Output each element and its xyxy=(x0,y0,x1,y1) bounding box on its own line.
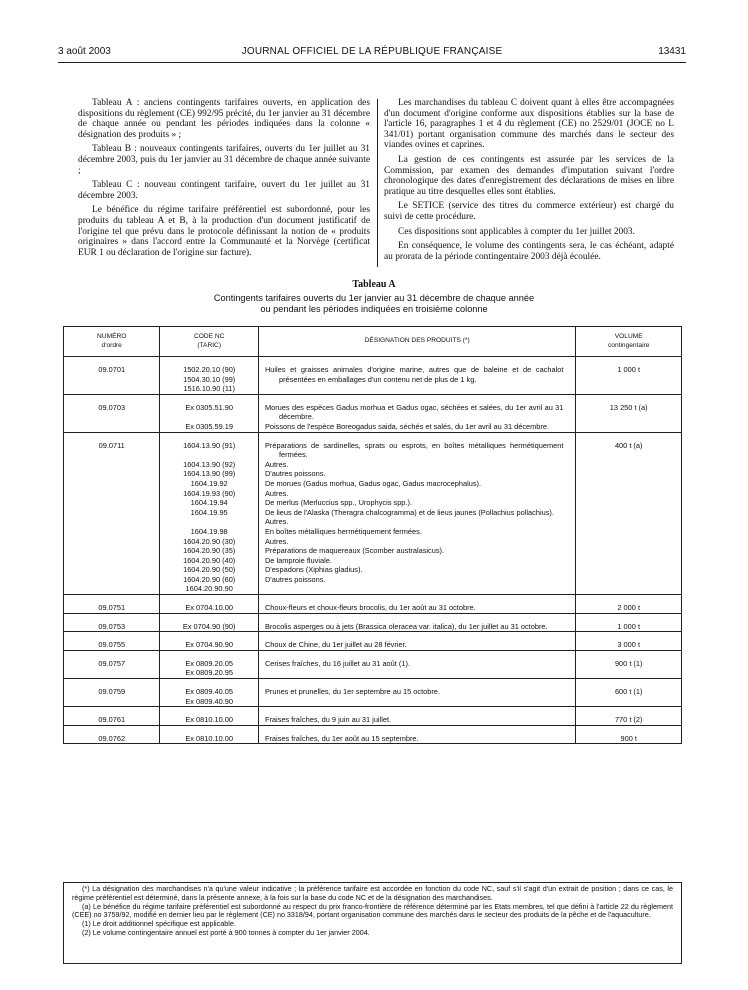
cell-codes xyxy=(160,432,259,595)
code-nc: 1604.20.90 (35) xyxy=(183,546,236,556)
header-numero-line-2: d'ordre xyxy=(101,341,122,349)
code-nc: 1604.19.94 xyxy=(190,498,228,508)
product-designation: D'espadons (Xiphias gladius). xyxy=(264,565,363,575)
code-nc: 1604.13.90 (99) xyxy=(183,469,236,479)
code-nc: 1604.20.90 (60) xyxy=(183,574,236,584)
code-nc: 1604.19.93 (90) xyxy=(183,488,236,498)
code-nc: Ex 0704.90.90 xyxy=(185,640,234,650)
table-row xyxy=(64,707,682,726)
table-header-row xyxy=(64,327,682,357)
product-designation: Prunes et prunelles, du 1er septembre au 15 octobre. xyxy=(264,687,440,697)
cell-numero: 09.0751 xyxy=(64,595,160,614)
product-designation: Choux-fleurs et choux-fleurs brocolis, du 1er août au 31 octobre. xyxy=(264,603,476,613)
cell-numero: 09.0703 xyxy=(64,394,160,432)
code-nc: 1604.13.90 (91) xyxy=(183,440,236,450)
intro-paragraph: Le SETICE (service des titres du commerce extérieur) est chargé du suivi de cette procédure. xyxy=(384,201,674,222)
intro-paragraph: Les marchandises du tableau C doivent quant à elles être accompagnées d'un document d'origine conforme aux dispositions établies sur la base de l'article 16, paragraphes 1 et 4 du règlement (CE) no 2529/01 (JOCE no L 341/01) portant organisation commune des marchés dans le secteur des viandes ovines et caprines. xyxy=(384,98,674,151)
code-nc: Ex 0809.40.05 xyxy=(185,687,234,697)
product-designation: Autres. xyxy=(264,488,289,498)
footnote: (a) Le bénéfice du régime tarifaire préférentiel est subordonné au respect du prix franco-frontière de référence déterminé par les Etats membres, tel que défini à l'article 22 du règlement (CEE) no 3759/92, modifié en dernier lieu par le règlement (CE) no 3318/94, portant organisation commune des marchés dans le secteur des produits de la pêche et de l'aquaculture. xyxy=(72,901,673,920)
code-nc: Ex 0704.90 (90) xyxy=(182,621,236,631)
code-nc: 1604.20.90 (40) xyxy=(183,555,236,565)
cell-volume: 13 250 t (a) xyxy=(576,394,682,432)
header-numero xyxy=(64,327,160,357)
code-nc: Ex 0809.40.90 xyxy=(185,696,234,706)
intro-paragraph: En conséquence, le volume des contingents sera, le cas échéant, adapté au prorata de la période contingentaire 2003 déjà écoulée. xyxy=(384,241,674,262)
table-row xyxy=(64,432,682,595)
code-nc xyxy=(160,450,258,460)
code-nc: 1504.30.10 (99) xyxy=(183,374,236,384)
product-designation: Autres. xyxy=(264,517,289,527)
footnote: (1) Le droit additionnel spécifique est applicable. xyxy=(82,919,236,929)
cell-volume: 2 000 t xyxy=(576,595,682,614)
product-designation: D'autres poissons. xyxy=(264,574,326,584)
product-designation: Autres. xyxy=(264,459,289,469)
table-subtitle xyxy=(100,293,648,315)
intro-left-column xyxy=(78,98,370,262)
cell-designation xyxy=(258,595,575,614)
code-nc: Ex 0810.10.00 xyxy=(185,733,234,743)
header-page-number: 13431 xyxy=(658,46,686,57)
cell-codes xyxy=(160,650,259,678)
code-nc: 1516.10.90 (11) xyxy=(183,384,235,394)
cell-designation xyxy=(258,707,575,726)
product-designation: En boîtes métalliques hermétiquement fermées. xyxy=(264,526,422,536)
cell-volume: 1 000 t xyxy=(576,613,682,632)
cell-codes xyxy=(160,595,259,614)
product-designation: Fraises fraîches, du 9 juin au 31 juillet. xyxy=(264,715,392,725)
cell-codes xyxy=(160,725,259,744)
header-volume-line-1: VOLUME xyxy=(614,333,643,341)
header-numero-line-1: NUMÉRO xyxy=(97,333,127,341)
intro-paragraph: Tableau A : anciens contingents tarifaires ouverts, en application des dispositions du règlement (CE) 992/95 précité, du 1er janvier au 31 décembre de chaque année ou pendant les périodes indiquées dans la colonne « désignation des produits » ; xyxy=(78,98,370,140)
table-row xyxy=(64,357,682,395)
page-header xyxy=(58,46,686,62)
header-designation: DÉSIGNATION DES PRODUITS (*) xyxy=(258,327,575,357)
intro-right-column xyxy=(384,98,674,266)
header-journal-title: JOURNAL OFFICIEL DE LA RÉPUBLIQUE FRANÇAISE xyxy=(241,46,503,57)
code-nc: 1604.20.90.90 xyxy=(185,584,233,594)
product-designation: Préparations de maquereaux (Scomber australasicus). xyxy=(264,546,445,556)
table-row xyxy=(64,679,682,707)
cell-designation xyxy=(258,394,575,432)
cell-numero: 09.0757 xyxy=(64,650,160,678)
product-designation: Autres. xyxy=(264,536,289,546)
product-designation: Brocolis asperges ou à jets (Brassica oleracea var. italica), du 1er juillet au 31 octobre. xyxy=(264,621,548,631)
table-row xyxy=(64,632,682,651)
code-nc: 1604.20.90 (30) xyxy=(183,536,236,546)
table-row xyxy=(64,613,682,632)
footnotes-box xyxy=(63,882,682,964)
cell-numero: 09.0761 xyxy=(64,707,160,726)
cell-codes xyxy=(160,707,259,726)
code-nc: Ex 0305.59.19 xyxy=(185,421,234,431)
intro-paragraph: La gestion de ces contingents est assurée par les services de la Commission, par examen des demandes d'imputation suivant l'ordre chronologique des dates d'enregistrement des déclarations de mises en libre pratique au titre desquelles elles sont établies. xyxy=(384,154,674,197)
code-nc: 1604.19.95 xyxy=(190,507,228,517)
cell-codes xyxy=(160,613,259,632)
cell-numero: 09.0711 xyxy=(64,432,160,595)
product-designation: Choux de Chine, du 1er juillet au 28 février. xyxy=(264,640,407,650)
cell-codes xyxy=(160,394,259,432)
header-volume xyxy=(576,327,682,357)
header-code-line-1: CODE NC xyxy=(193,333,225,341)
cell-volume: 1 000 t xyxy=(576,357,682,395)
product-designation: De morues (Gadus morhua, Gadus ogac, Gadus macrocephalus). xyxy=(264,478,482,488)
cell-numero: 09.0701 xyxy=(64,357,160,395)
column-divider xyxy=(377,99,378,267)
cell-volume: 770 t (2) xyxy=(576,707,682,726)
footnote: (*) La désignation des marchandises n'a qu'une valeur indicative ; la préférence tarifaire est accordée en fonction du code NC, sauf s'il s'agit d'un extrait de position ; dans ce cas, le régime préférentiel est déterminé, dans la présente annexe, à la fois sur la base du code NC et de la désignation des marchandises. xyxy=(72,884,673,902)
product-designation: Cerises fraîches, du 16 juillet au 31 août (1). xyxy=(264,658,410,668)
table-subtitle-line-1: Contingents tarifaires ouverts du 1er janvier au 31 décembre de chaque année xyxy=(213,293,535,303)
table-title: Tableau A xyxy=(352,279,396,290)
cell-numero: 09.0755 xyxy=(64,632,160,651)
code-nc: 1502.20.10 (90) xyxy=(183,365,236,374)
code-nc: Ex 0809.20.05 xyxy=(185,658,234,668)
code-nc: 1604.19.92 xyxy=(190,478,228,488)
cell-designation xyxy=(258,432,575,595)
cell-designation xyxy=(258,632,575,651)
cell-codes xyxy=(160,679,259,707)
intro-paragraph: Tableau C : nouveau contingent tarifaire, ouvert du 1er juillet au 31 décembre 2003. xyxy=(78,180,370,201)
cell-designation xyxy=(258,613,575,632)
cell-codes xyxy=(160,357,259,395)
cell-volume: 900 t xyxy=(576,725,682,744)
header-code-line-2: (TARIC) xyxy=(197,341,222,349)
table-row xyxy=(64,650,682,678)
product-designation: De lieus de l'Alaska (Theragra chalcogramma) et de lieus jaunes (Pollachius pollachius). xyxy=(264,507,554,517)
product-designation: Morues des espèces Gadus morhua et Gadus ogac, séchées et salées, du 1er avril au 31 décembre. xyxy=(264,402,564,422)
cell-volume: 600 t (1) xyxy=(576,679,682,707)
code-nc xyxy=(160,412,258,422)
table-body xyxy=(64,357,682,744)
cell-designation xyxy=(258,679,575,707)
cell-volume: 400 t (a) xyxy=(576,432,682,595)
table-row xyxy=(64,725,682,744)
cell-designation xyxy=(258,357,575,395)
header-volume-line-2: contingentaire xyxy=(607,341,650,349)
table-subtitle-line-2: ou pendant les périodes indiquées en troisième colonne xyxy=(260,304,488,314)
intro-paragraph: Le bénéfice du régime tarifaire préférentiel est subordonné, pour les produits du tableau A et B, à la production d'un document justificatif de l'origine tel que prévu dans le protocole définissant la notion de « produits originaires » dans l'accord entre la Communauté et la Norvège (certificat EUR 1 ou déclaration de l'origine sur facture). xyxy=(78,205,370,258)
code-nc: Ex 0810.10.00 xyxy=(185,715,234,725)
intro-paragraph: Ces dispositions sont applicables à compter du 1er juillet 2003. xyxy=(398,226,635,237)
cell-numero: 09.0759 xyxy=(64,679,160,707)
footnote: (2) Le volume contingentaire annuel est porté à 900 tonnes à compter du 1er janvier 2004. xyxy=(82,927,370,937)
code-nc: 1604.19.98 xyxy=(190,526,228,536)
cell-volume: 3 000 t xyxy=(576,632,682,651)
product-designation: De lamproie fluviale. xyxy=(264,555,332,565)
product-designation: De merlus (Merluccius spp., Urophycis spp.). xyxy=(264,498,412,508)
code-nc: Ex 0305.51.90 xyxy=(185,402,234,412)
cell-designation xyxy=(258,725,575,744)
code-nc: Ex 0704.10.00 xyxy=(185,603,234,613)
product-designation: D'autres poissons. xyxy=(264,469,326,479)
table-row xyxy=(64,394,682,432)
code-nc xyxy=(160,517,258,527)
cell-designation xyxy=(258,650,575,678)
product-designation: Huiles et graisses animales d'origine marine, autres que de baleine et de cachalot présentées en emballages d'un contenu net de plus de 1 kg. xyxy=(264,365,564,384)
cell-numero: 09.0762 xyxy=(64,725,160,744)
header-rule xyxy=(58,62,686,63)
code-nc: 1604.20.90 (50) xyxy=(183,565,236,575)
header-date: 3 août 2003 xyxy=(58,46,111,57)
cell-numero: 09.0753 xyxy=(64,613,160,632)
header-code xyxy=(160,327,259,357)
product-designation: Poissons de l'espèce Boreogadus saida, séchés et salés, du 1er avril au 31 décembre. xyxy=(264,421,550,431)
product-designation: Fraises fraîches, du 1er août au 15 septembre. xyxy=(264,733,419,743)
intro-paragraph: Tableau B : nouveaux contingents tarifaires, ouverts du 1er juillet au 31 décembre 2003, puis du 1er janvier au 31 décembre de chaque année suivante ; xyxy=(78,144,370,176)
table-row xyxy=(64,595,682,614)
cell-codes xyxy=(160,632,259,651)
cell-volume: 900 t (1) xyxy=(576,650,682,678)
code-nc: 1604.13.90 (92) xyxy=(183,459,236,469)
product-designation: Préparations de sardinelles, sprats ou esprots, en boîtes métalliques hermétiquement fermées. xyxy=(264,440,564,460)
tariff-quota-table xyxy=(63,326,682,744)
code-nc: Ex 0809.20.95 xyxy=(185,668,234,678)
